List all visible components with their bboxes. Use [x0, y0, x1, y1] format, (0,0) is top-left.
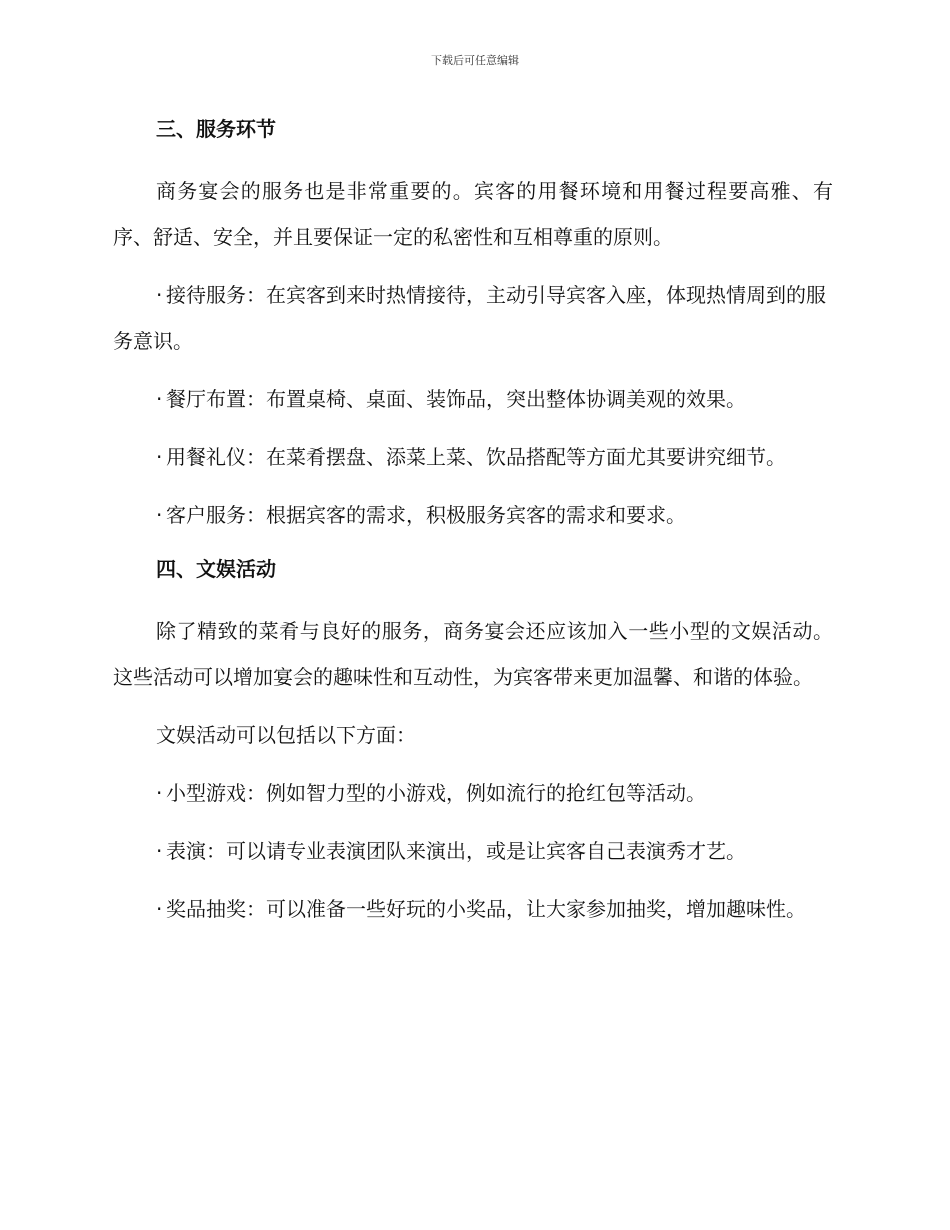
service-intro-paragraph: 商务宴会的服务也是非常重要的。宾客的用餐环境和用餐过程要高雅、有序、舒适、安全，并且要保证一定的私密性和互相尊重的原则。 — [113, 179, 833, 249]
bullet-text: 用餐礼仪：在菜肴摆盘、添菜上菜、饮品搭配等方面尤其要讲究细节。 — [166, 445, 786, 469]
entertainment-list-intro: 文娱活动可以包括以下方面： — [156, 723, 416, 747]
bullet-item-customer-service — [113, 492, 833, 538]
bullet-item-performance — [113, 828, 833, 874]
bullet-text: 餐厅布置：布置桌椅、桌面、装饰品，突出整体协调美观的效果。 — [166, 387, 746, 411]
bullet-text: 奖品抽奖：可以准备一些好玩的小奖品，让大家参加抽奖，增加趣味性。 — [166, 897, 806, 921]
entertainment-intro-paragraph: 除了精致的菜肴与良好的服务，商务宴会还应该加入一些小型的文娱活动。这些活动可以增加宴会的趣味性和互动性，为宾客带来更加温馨、和谐的体验。 — [113, 619, 833, 689]
bullet-dot-icon: · — [156, 445, 163, 469]
bullet-item-layout — [113, 376, 833, 422]
section-heading-service: 三、服务环节 — [156, 117, 276, 141]
bullet-text: 客户服务：根据宾客的需求，积极服务宾客的需求和要求。 — [166, 503, 686, 527]
document-body — [113, 110, 833, 944]
bullet-text: 表演：可以请专业表演团队来演出，或是让宾客自己表演秀才艺。 — [166, 839, 746, 863]
bullet-dot-icon: · — [156, 897, 163, 921]
bullet-dot-icon: · — [156, 503, 163, 527]
bullet-item-games — [113, 770, 833, 816]
bullet-item-reception — [113, 272, 833, 364]
bullet-text: 小型游戏：例如智力型的小游戏，例如流行的抢红包等活动。 — [166, 781, 706, 805]
page-header: 下载后可任意编辑 — [431, 54, 519, 67]
bullet-item-etiquette — [113, 434, 833, 480]
bullet-dot-icon: · — [156, 839, 163, 863]
bullet-text: 接待服务：在宾客到来时热情接待，主动引导宾客入座，体现热情周到的服务意识。 — [113, 283, 826, 353]
section-heading-entertainment: 四、文娱活动 — [156, 557, 276, 581]
bullet-dot-icon: · — [156, 283, 163, 307]
bullet-dot-icon: · — [156, 781, 163, 805]
bullet-dot-icon: · — [156, 387, 163, 411]
bullet-item-lottery — [113, 886, 833, 932]
